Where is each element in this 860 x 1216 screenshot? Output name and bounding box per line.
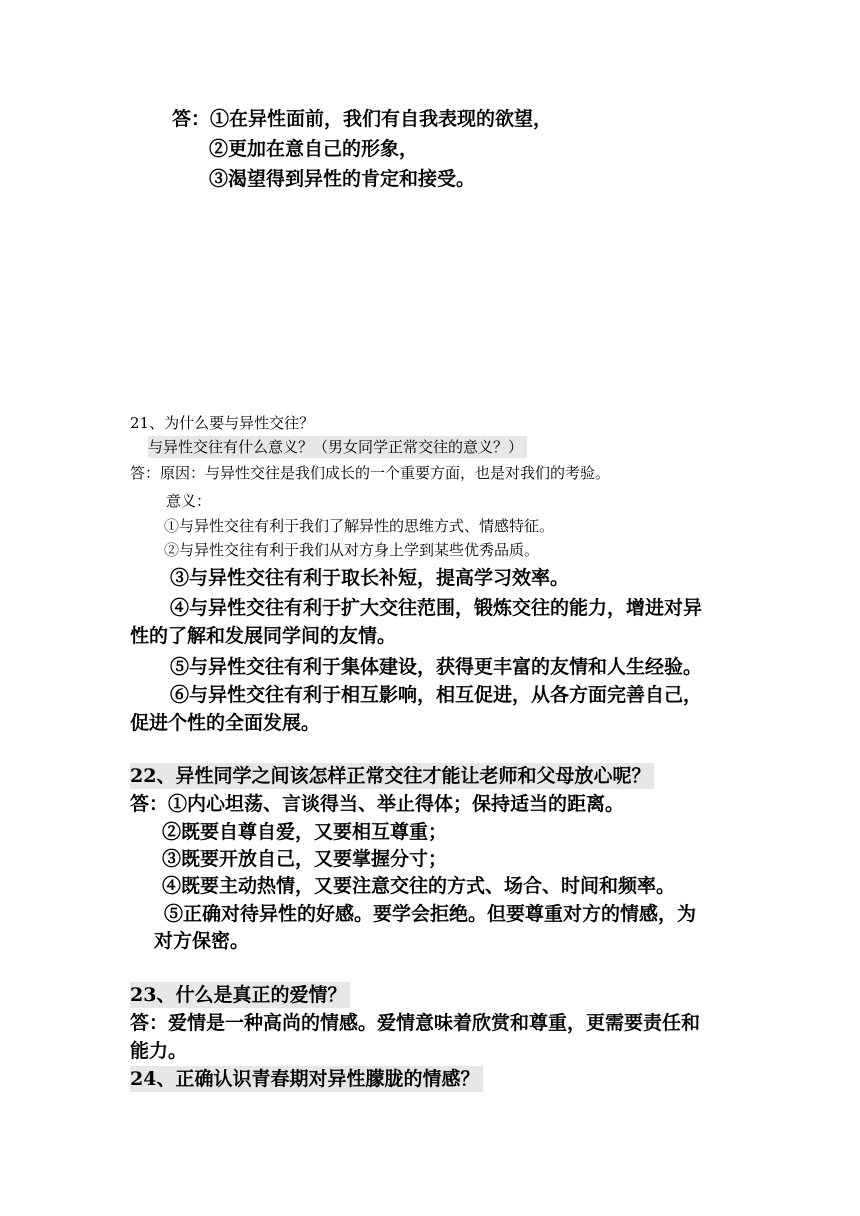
answer-line: ③既要开放自己，又要掌握分寸；	[162, 848, 448, 870]
answer-line: 答：①在异性面前，我们有自我表现的欲望，	[172, 108, 553, 130]
answer-line: 答：①内心坦荡、言谈得当、举止得体；保持适当的距离。	[130, 793, 625, 815]
answer-line-cont: 对方保密。	[154, 930, 250, 952]
meaning-item: ①与异性交往有利于我们了解异性的思维方式、情感特征。	[164, 517, 555, 535]
answer-line: ③渴望得到异性的肯定和接受。	[209, 168, 476, 190]
question-23-text: 23、什么是真正的爱情？	[130, 982, 350, 1008]
answer-line: ②既要自尊自爱，又要相互尊重；	[162, 821, 448, 843]
question-21-sub	[148, 440, 527, 455]
meaning-item: ⑥与异性交往有利于相互影响，相互促进，从各方面完善自己，	[170, 684, 703, 706]
meaning-item: ④与异性交往有利于扩大交往范围，锻炼交往的能力，增进对异	[170, 597, 703, 619]
meaning-item: ②与异性交往有利于我们从对方身上学到某些优秀品质。	[164, 541, 540, 559]
answer-line: 答：爱情是一种高尚的情感。爱情意味着欣赏和尊重，更需要责任和	[130, 1012, 701, 1034]
question-22	[130, 767, 654, 786]
meaning-item-cont: 促进个性的全面发展。	[130, 712, 321, 734]
question-23	[130, 986, 350, 1005]
meaning-item: ⑤与异性交往有利于集体建设，获得更丰富的友情和人生经验。	[170, 656, 703, 678]
meaning-item: ③与异性交往有利于取长补短，提高学习效率。	[170, 567, 570, 589]
meaning-label: 意义：	[166, 492, 212, 510]
question-22-text: 22、异性同学之间该怎样正常交往才能让老师和父母放心呢？	[130, 763, 654, 789]
question-24	[130, 1070, 483, 1089]
question-24-text: 24、正确认识青春期对异性朦胧的情感？	[130, 1066, 483, 1092]
meaning-item-cont: 性的了解和发展同学间的友情。	[130, 625, 397, 647]
answer-line: ②更加在意自己的形象，	[209, 138, 419, 160]
question-21-sub-text: 与异性交往有什么意义？（男女同学正常交往的意义？）	[148, 436, 527, 458]
answer-line: ④既要主动热情，又要注意交往的方式、场合、时间和频率。	[162, 875, 676, 897]
answer-line: ⑤正确对待异性的好感。要学会拒绝。但要尊重对方的情感，为	[164, 903, 697, 925]
question-21: 21、为什么要与异性交往？	[130, 414, 315, 432]
answer-line-cont: 能力。	[130, 1040, 188, 1062]
answer-reason: 答：原因：与异性交往是我们成长的一个重要方面，也是对我们的考验。	[130, 464, 611, 482]
